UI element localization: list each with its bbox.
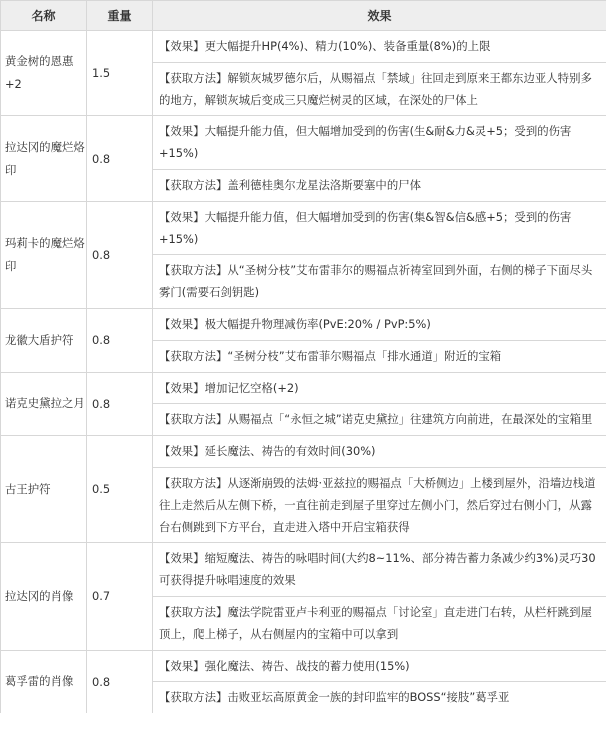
table-row <box>1 650 606 682</box>
item-obtain: 【获取方法】击败亚坛高原黄金一族的封印监牢的BOSS“接肢”葛孚亚 <box>153 682 606 713</box>
item-obtain: 【获取方法】从赐福点「“永恒之城”诺克史黛拉」往建筑方向前进，在最深处的宝箱里 <box>153 404 606 436</box>
item-obtain: 【获取方法】“圣树分枝”艾布雷菲尔赐福点「排水通道」附近的宝箱 <box>153 340 606 372</box>
item-name: 拉达冈的魔烂烙印 <box>1 116 87 201</box>
item-effect: 【效果】增加记忆空格(+2) <box>153 372 606 404</box>
item-effect: 【效果】缩短魔法、祷告的咏唱时间(大约8~11%、部分祷告蓄力条减少约3%)灵巧30可获得提升咏唱速度的效果 <box>153 543 606 597</box>
item-effect: 【效果】强化魔法、祷告、战技的蓄力使用(15%) <box>153 650 606 682</box>
item-name: 葛孚雷的肖像 <box>1 650 87 713</box>
item-effect: 【效果】延长魔法、祷告的有效时间(30%) <box>153 436 606 468</box>
item-name: 古王护符 <box>1 436 87 543</box>
item-name: 诺克史黛拉之月 <box>1 372 87 436</box>
table-row <box>1 372 606 404</box>
header-name: 名称 <box>1 1 87 31</box>
table-row <box>1 201 606 255</box>
item-obtain: 【获取方法】从“圣树分枝”艾布雷菲尔的赐福点祈祷室回到外面，右侧的梯子下面尽头雾门(需要石剑钥匙) <box>153 255 606 309</box>
header-effect: 效果 <box>153 1 606 31</box>
table-row <box>1 543 606 597</box>
item-effect: 【效果】大幅提升能力值，但大幅增加受到的伤害(集&智&信&感+5；受到的伤害+15%) <box>153 201 606 255</box>
item-weight: 1.5 <box>87 31 153 116</box>
item-effect: 【效果】大幅提升能力值，但大幅增加受到的伤害(生&耐&力&灵+5；受到的伤害+15%) <box>153 116 606 170</box>
item-weight: 0.8 <box>87 116 153 201</box>
table-row <box>1 116 606 170</box>
item-weight: 0.8 <box>87 201 153 308</box>
item-obtain: 【获取方法】从逐渐崩毁的法姆·亚兹拉的赐福点「大桥侧边」上楼到屋外，沿墙边栈道往上走然后从左侧下桥，一直往前走到屋子里穿过左侧小门，然后穿过右侧小门，从露台右侧跳到下方平台，直走进入塔中开启宝箱获得 <box>153 467 606 542</box>
item-name: 拉达冈的肖像 <box>1 543 87 650</box>
item-weight: 0.5 <box>87 436 153 543</box>
item-name: 龙徽大盾护符 <box>1 308 87 372</box>
item-effect: 【效果】更大幅提升HP(4%)、精力(10%)、装备重量(8%)的上限 <box>153 31 606 63</box>
table-row <box>1 31 606 63</box>
item-effect: 【效果】极大幅提升物理减伤率(PvE:20% / PvP:5%) <box>153 308 606 340</box>
table-row <box>1 308 606 340</box>
item-obtain: 【获取方法】盖利德桂奥尔龙星法洛斯要塞中的尸体 <box>153 169 606 201</box>
item-name: 玛莉卡的魔烂烙印 <box>1 201 87 308</box>
item-obtain: 【获取方法】魔法学院雷亚卢卡利亚的赐福点「讨论室」直走进门右转，从栏杆跳到屋顶上，爬上梯子，从右侧屋内的宝箱中可以拿到 <box>153 596 606 650</box>
item-weight: 0.8 <box>87 308 153 372</box>
item-weight: 0.8 <box>87 650 153 713</box>
item-weight: 0.8 <box>87 372 153 436</box>
header-row <box>1 1 606 31</box>
item-name: 黄金树的恩惠+2 <box>1 31 87 116</box>
header-weight: 重量 <box>87 1 153 31</box>
item-obtain: 【获取方法】解锁灰城罗德尔后，从赐福点「禁域」往回走到原来王都东边亚人特别多的地方，解锁灰城后变成三只魔烂树灵的区域，在深处的尸体上 <box>153 62 606 116</box>
table-row <box>1 436 606 468</box>
item-weight: 0.7 <box>87 543 153 650</box>
